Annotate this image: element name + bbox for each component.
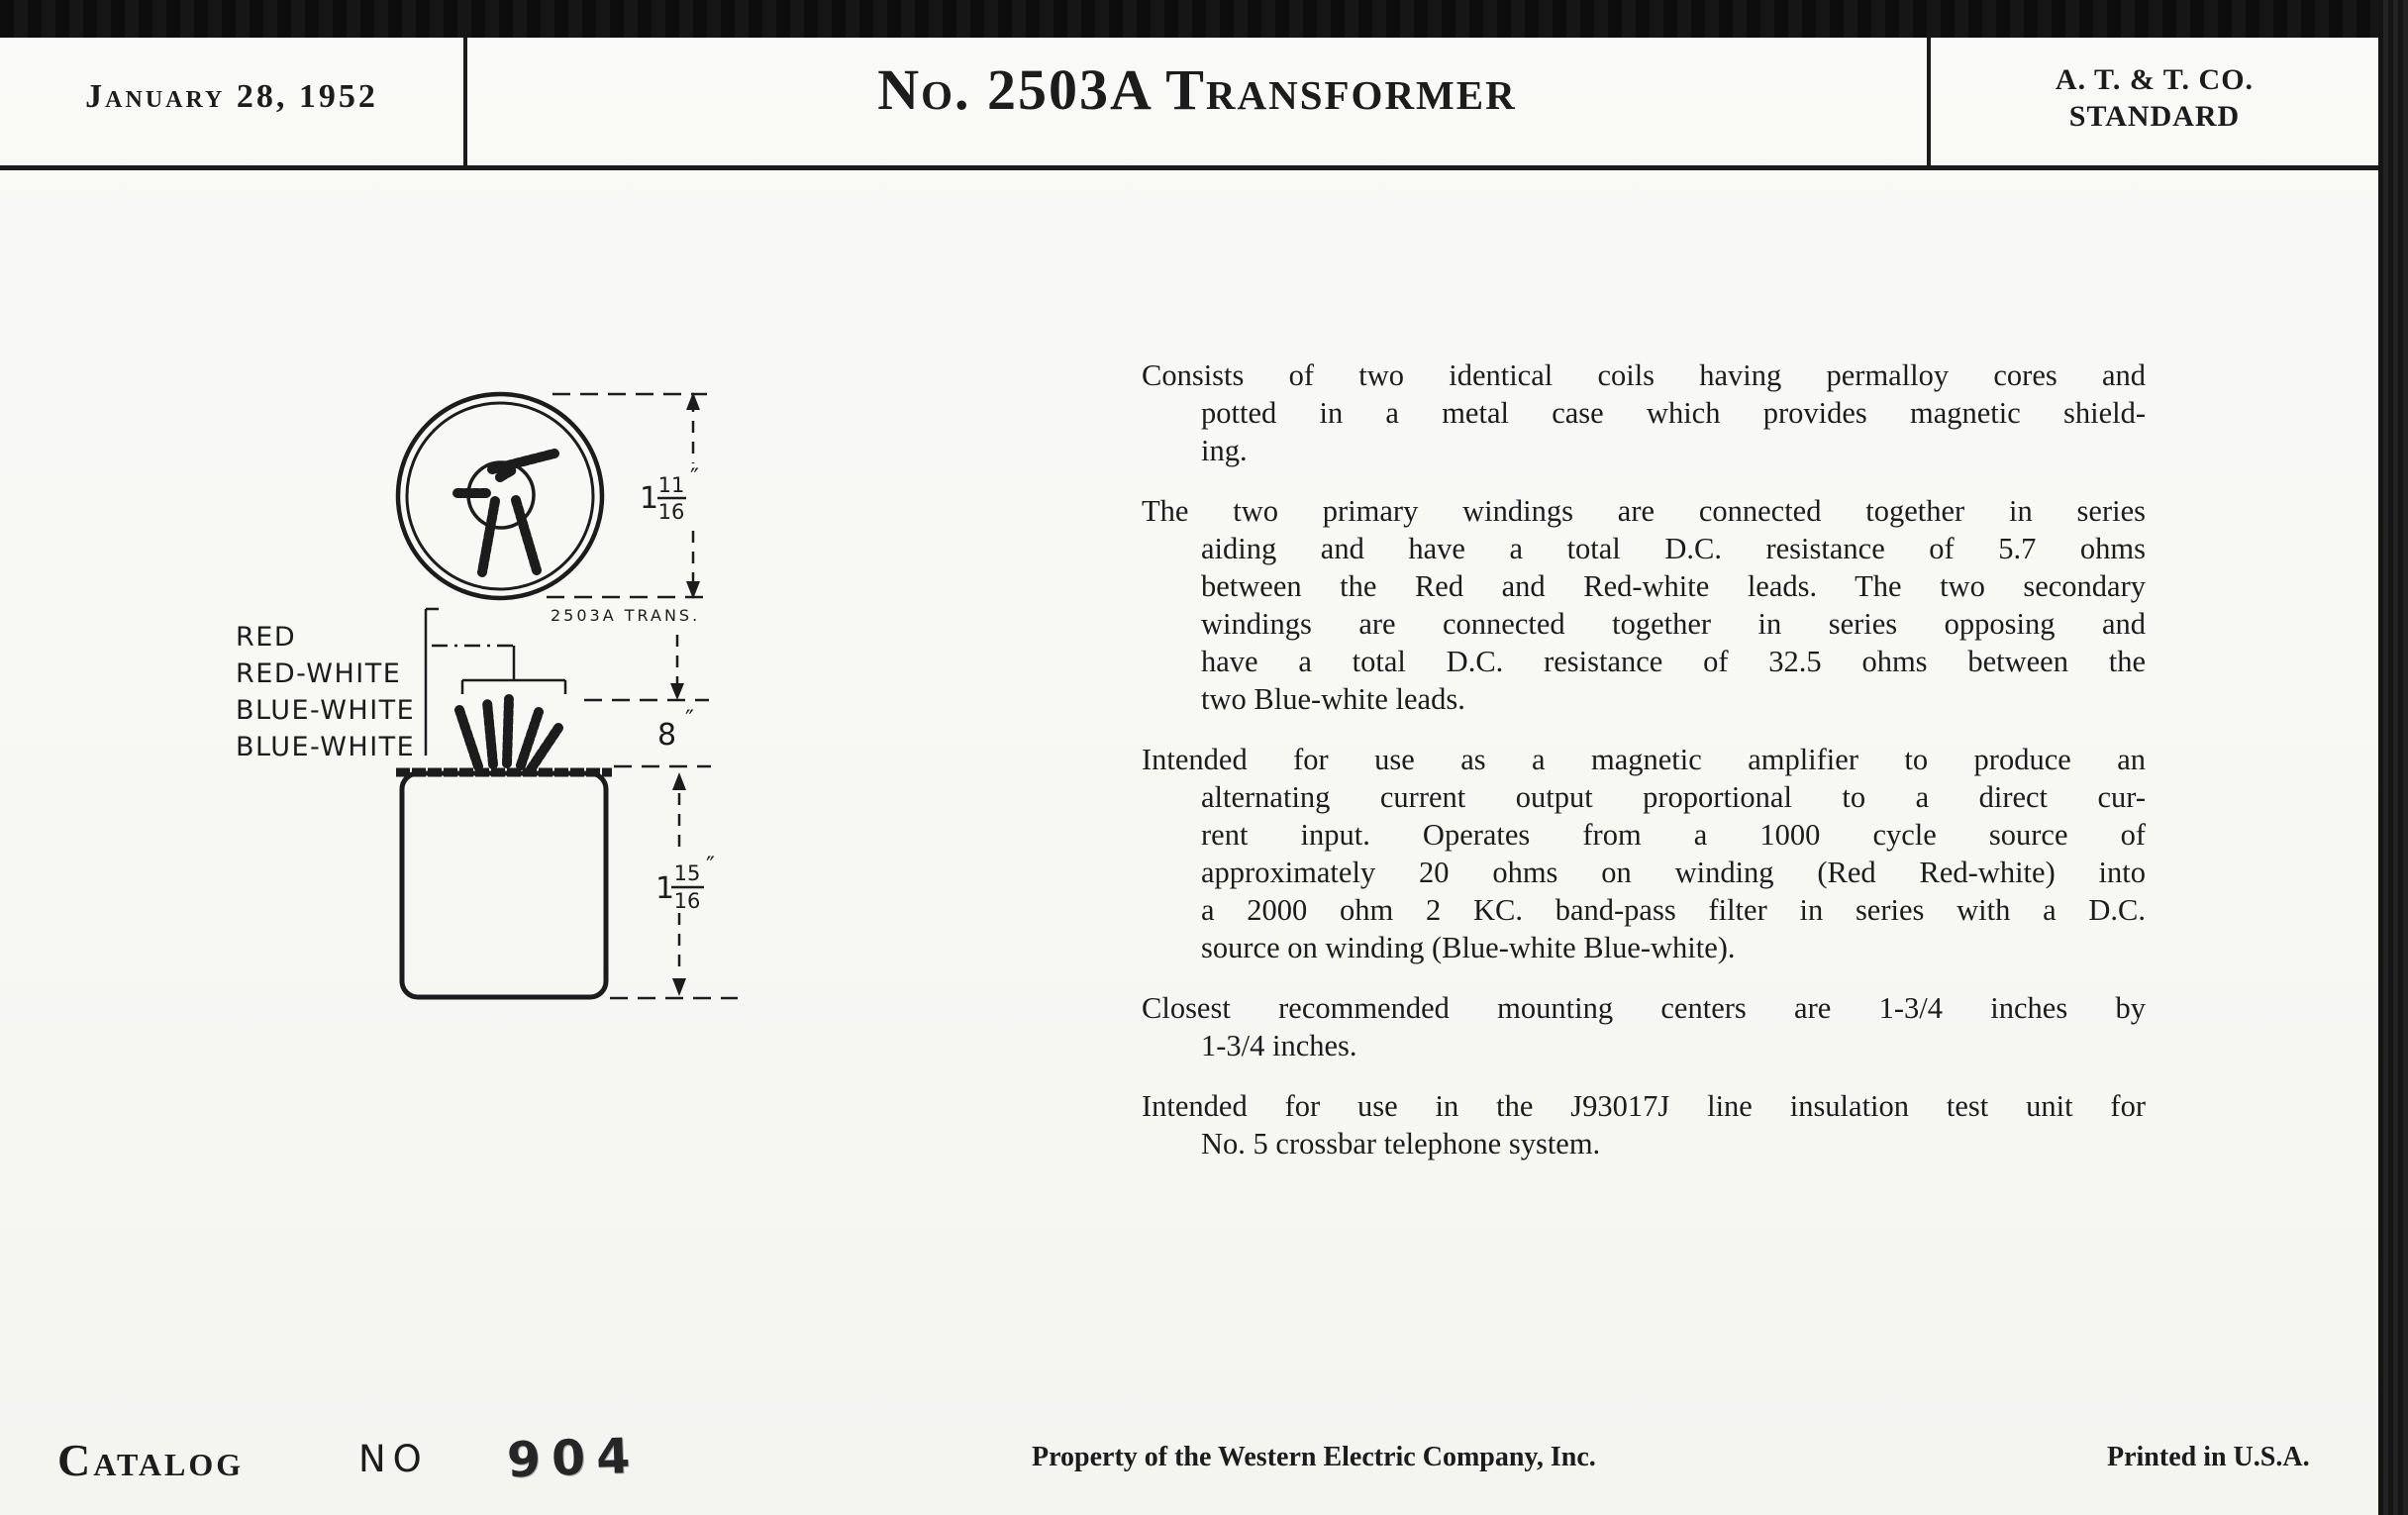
dim-diameter-numerator: 11 [657, 473, 685, 497]
catalog-no-label: NO [358, 1438, 429, 1480]
paragraph-line: windings are connected together in series opposing and [1201, 607, 2146, 641]
paragraph-line: between the Red and Red-white leads. The two secondary [1201, 569, 2146, 603]
catalog-label: Catalog [57, 1435, 245, 1485]
header-title-cell [463, 38, 1931, 165]
dim-diameter-unit: ″ [690, 463, 699, 491]
lead-label-blue-white-2: BLUE-WHITE [236, 732, 416, 762]
paragraph-line: potted in a metal case which provides magnetic shield- [1201, 396, 2146, 430]
dim-lead-unit: ″ [685, 705, 694, 733]
page-title: No. 2503A Transformer [877, 57, 1517, 122]
dim-lead-value: 8 [657, 718, 677, 753]
dimension-lead-length [584, 635, 709, 700]
lead-label-red: RED [236, 622, 297, 653]
paragraph-line: The two primary windings are connected together in series [1142, 494, 2146, 528]
paragraph [1142, 989, 2146, 1064]
paragraph-line: two Blue-white leads. [1201, 682, 1465, 716]
header-org-cell [1931, 38, 2378, 165]
dim-height-denominator: 16 [673, 889, 701, 913]
header [0, 38, 2378, 170]
dim-height-numerator: 15 [673, 861, 701, 885]
org-standard: STANDARD [2068, 99, 2241, 133]
lead-label-red-white: RED-WHITE [236, 658, 402, 689]
paragraph-line: rent input. Operates from a 1000 cycle source of [1201, 818, 2146, 852]
paragraph [1142, 492, 2146, 718]
paragraph-line: approximately 20 ohms on winding (Red Red-white) into [1201, 856, 2146, 889]
paragraph-line: Consists of two identical coils having permalloy cores and [1142, 358, 2146, 392]
body-paragraphs [1142, 356, 2146, 1185]
sideview-leads [459, 699, 558, 769]
dim-diameter-whole: 1 [640, 481, 659, 516]
paragraph [1142, 356, 2146, 469]
dim-height-unit: ″ [706, 852, 715, 879]
paragraph-line: have a total D.C. resistance of 32.5 ohms between the [1201, 645, 2146, 678]
lead-label-bracket [426, 609, 565, 756]
paragraph-line: a 2000 ohm 2 KC. band-pass filter in series with a D.C. [1201, 893, 2146, 927]
paragraph-line: ing. [1201, 434, 1248, 467]
transformer-drawing [139, 376, 772, 1050]
drawing-caption: 2503A TRANS. [551, 606, 701, 625]
property-notice: Property of the Western Electric Company, Inc. [1032, 1442, 1596, 1472]
paragraph-line: source on winding (Blue-white Blue-white). [1201, 931, 1736, 964]
paragraph [1142, 1087, 2146, 1162]
paragraph-line: alternating current output proportional to a direct cur- [1201, 780, 2146, 814]
printed-notice: Printed in U.S.A. [2107, 1442, 2310, 1472]
sideview-outline [396, 772, 612, 997]
paragraph-line: No. 5 crossbar telephone system. [1201, 1127, 1601, 1161]
lead-label-blue-white-1: BLUE-WHITE [236, 695, 416, 726]
paragraph-line: aiding and have a total D.C. resistance of 5.7 ohms [1201, 532, 2146, 565]
paragraph-line: Intended for use as a magnetic amplifier to produce an [1142, 743, 2146, 776]
header-date-cell [0, 38, 463, 165]
scan-edge-top [0, 0, 2408, 38]
dim-diameter-denominator: 16 [657, 500, 685, 524]
paragraph-line: Closest recommended mounting centers are 1-3/4 inches by [1142, 991, 2146, 1025]
catalog-number-stamp: 904 [506, 1427, 643, 1489]
issue-date: January 28, 1952 [85, 77, 378, 115]
scan-edge-right [2378, 0, 2408, 1515]
org-name: A. T. & T. CO. [2055, 62, 2255, 96]
paragraph [1142, 741, 2146, 966]
topview-outline [398, 394, 602, 598]
paragraph-line: 1-3/4 inches. [1201, 1029, 1357, 1062]
paragraph-line: Intended for use in the J93017J line insulation test unit for [1142, 1089, 2146, 1123]
dim-height-whole: 1 [655, 871, 675, 906]
